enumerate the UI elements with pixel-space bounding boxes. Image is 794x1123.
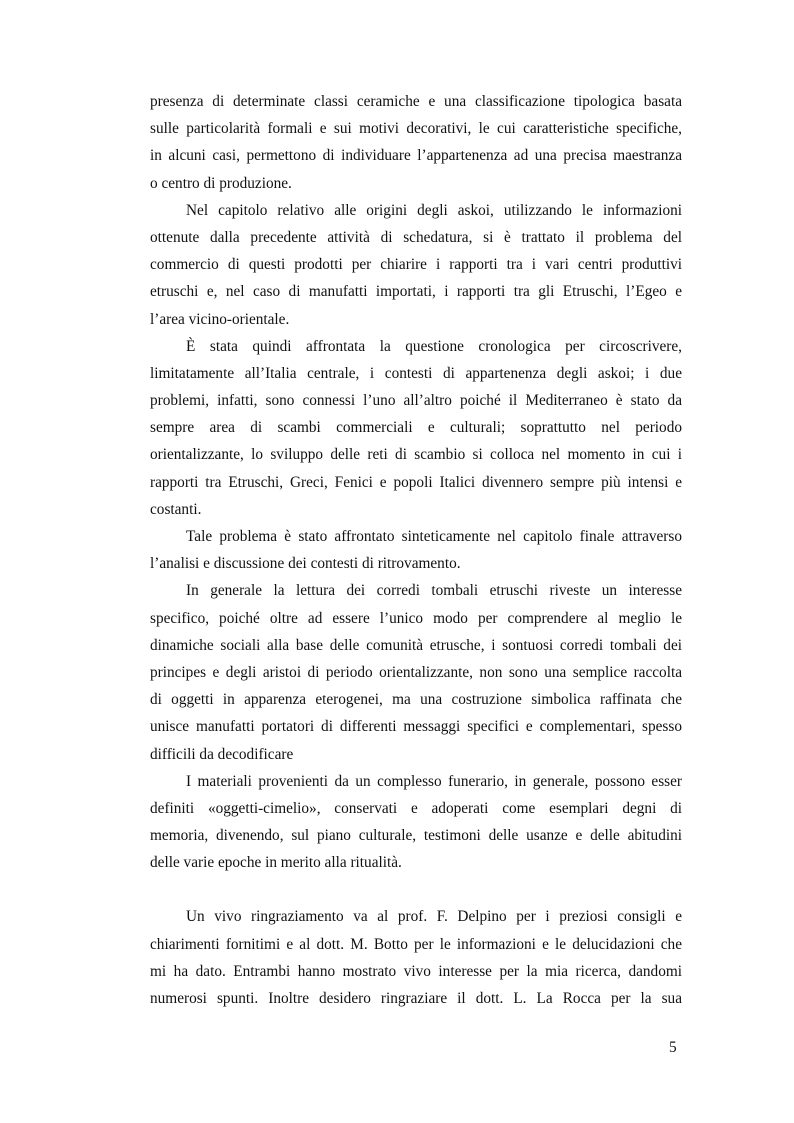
page-body — [150, 88, 682, 1012]
text-line: numerosi spunti. Inoltre desidero ringraziare il dott. L. La Rocca per la sua — [150, 990, 682, 1007]
text-line: dinamiche sociali alla base delle comunità etrusche, i sontuosi corredi tombali dei — [150, 636, 682, 654]
text-line: È stata quindi affrontata la questione cronologica per circoscrivere, — [186, 337, 682, 355]
text-line: chiarimenti fornitimi e al dott. M. Botto per le informazioni e le delucidazioni che — [150, 935, 682, 953]
paragraph-1 — [150, 88, 682, 197]
page-number: 5 — [669, 1039, 677, 1056]
text-line: in alcuni casi, permettono di individuare l’appartenenza ad una precisa maestranza — [150, 147, 682, 165]
text-line: sulle particolarità formali e sui motivi decorativi, le cui caratteristiche specifiche, — [150, 120, 682, 138]
text-line: l’analisi e discussione dei contesti di ritrovamento. — [150, 555, 461, 573]
text-line: In generale la lettura dei corredi tombali etruschi riveste un interesse — [186, 582, 682, 600]
text-line: presenza di determinate classi ceramiche e una classificazione tipologica basata — [150, 93, 682, 110]
text-line: costanti. — [150, 500, 202, 518]
text-line: di oggetti in apparenza eterogenei, ma una costruzione simbolica raffinata che — [150, 691, 682, 709]
paragraph-4 — [150, 523, 682, 577]
text-line: l’area vicino-orientale. — [150, 310, 290, 328]
paragraph-5 — [150, 577, 682, 767]
text-line: limitatamente all’Italia centrale, i contesti di appartenenza degli askoi; i due — [150, 364, 682, 382]
text-line: etruschi e, nel caso di manufatti importati, i rapporti tra gli Etruschi, l’Egeo e — [150, 283, 682, 301]
text-line: commercio di questi prodotti per chiarire i rapporti tra i vari centri produttivi — [150, 256, 682, 274]
text-line: mi ha dato. Entrambi hanno mostrato vivo interesse per la mia ricerca, dandomi — [150, 962, 682, 980]
text-line: Un vivo ringraziamento va al prof. F. Delpino per i preziosi consigli e — [186, 908, 682, 926]
text-line: principes e degli aristoi di periodo orientalizzante, non sono una semplice raccolta — [150, 663, 682, 681]
text-line: problemi, infatti, sono connessi l’uno all’altro poiché il Mediterraneo è stato da — [150, 392, 682, 410]
paragraph-3 — [150, 333, 682, 523]
text-line: ottenute dalla precedente attività di schedatura, si è trattato il problema del — [150, 228, 682, 246]
text-line: memoria, divenendo, sul piano culturale, testimoni delle usanze e delle abitudini — [150, 827, 682, 845]
text-line: unisce manufatti portatori di differenti messaggi specifici e complementari, spesso — [150, 718, 682, 736]
text-line: rapporti tra Etruschi, Greci, Fenici e popoli Italici divennero sempre più intensi e — [150, 473, 682, 491]
paragraph-2 — [150, 197, 682, 333]
text-line: delle varie epoche in merito alla ritualità. — [150, 854, 402, 872]
text-line: Nel capitolo relativo alle origini degli askoi, utilizzando le informazioni — [186, 201, 682, 219]
text-line: o centro di produzione. — [150, 174, 292, 192]
text-line: orientalizzante, lo sviluppo delle reti di scambio si colloca nel momento in cui i — [150, 446, 682, 464]
text-line: specifico, poiché oltre ad essere l’unico modo per comprendere al meglio le — [150, 609, 682, 627]
acknowledgement-paragraph — [150, 903, 682, 1012]
text-line: I materiali provenienti da un complesso funerario, in generale, possono esser — [186, 772, 682, 790]
text-line: sempre area di scambi commerciali e culturali; soprattutto nel periodo — [150, 419, 682, 437]
paragraph-gap — [150, 876, 682, 903]
text-line: difficili da decodificare — [150, 745, 294, 763]
paragraph-6 — [150, 768, 682, 877]
text-line: definiti «oggetti-cimelio», conservati e adoperati come esemplari degni di — [150, 799, 682, 817]
text-line: Tale problema è stato affrontato sinteticamente nel capitolo finale attraverso — [186, 528, 682, 545]
